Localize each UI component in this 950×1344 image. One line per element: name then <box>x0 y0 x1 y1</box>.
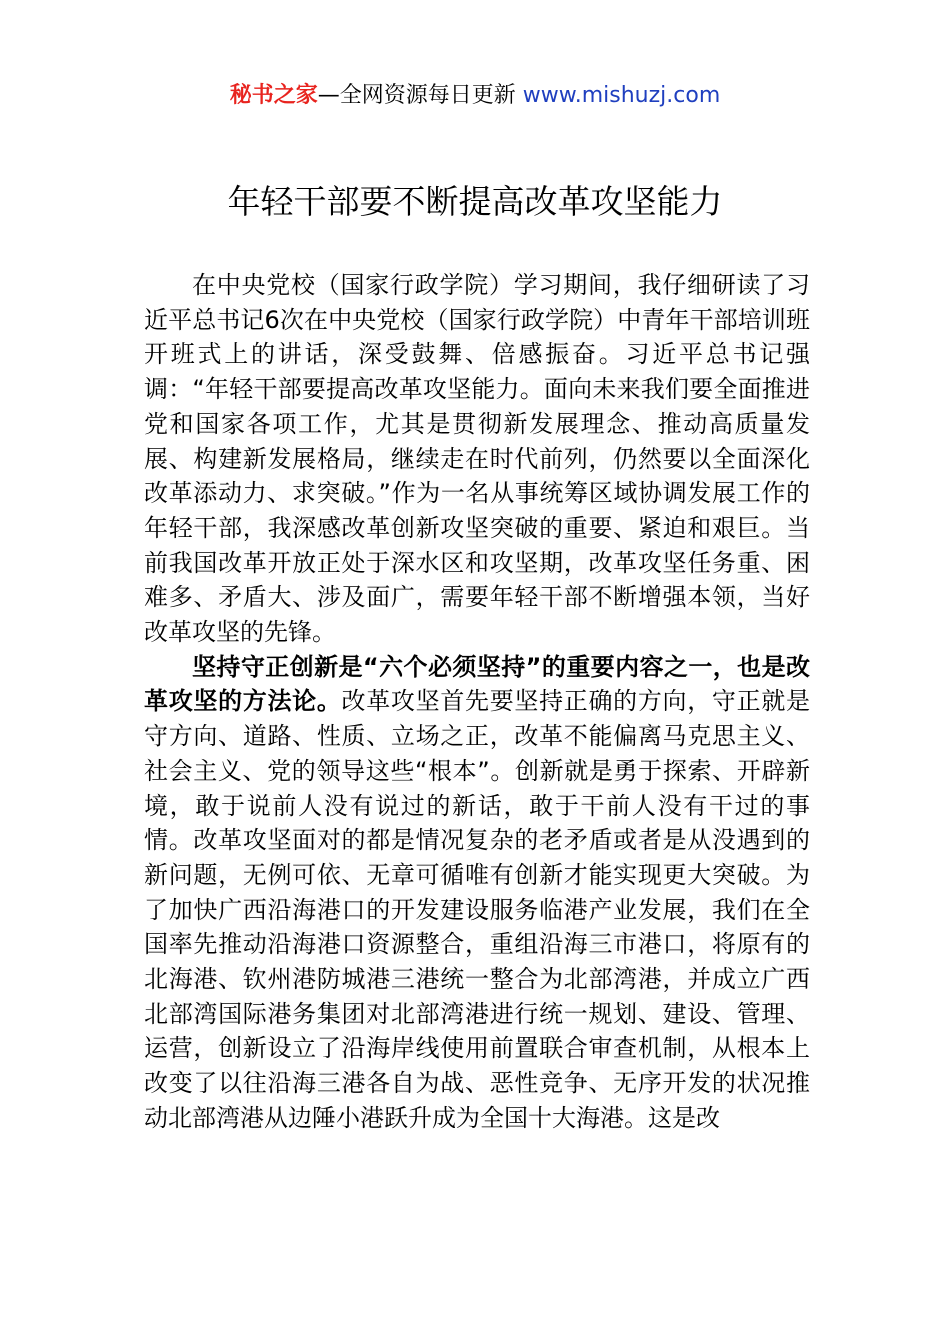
document-title: 年轻干部要不断提高改革攻坚能力 <box>227 182 723 221</box>
paragraph-2-lead: 坚持守正创新是“六个必须坚持”的重要内容之一，也是改革攻坚的方法论。 <box>144 652 810 716</box>
site-url-link[interactable]: www.mishuzj.com <box>522 83 721 108</box>
paragraph-1-text: 在中央党校（国家行政学院）学习期间，我仔细研读了习近平总书记6次在中央党校（国家行政学院）中青年干部培训班开班式上的讲话，深受鼓舞、倍感振奋。习近平总书记强调：“年轻干部要提高改革攻坚能力。面向未来我们要全面推进党和国家各项工作，尤其是贯彻新发展理念、推动高质量发展、构建新发展格局，继续走在时代前列，仍然要以全面深化改革添动力、求突破。”作为一名从事统筹区域协调发展工作的年轻干部，我深感改革创新攻坚突破的重要、紧迫和艰巨。当前我国改革开放正处于深水区和攻坚期，改革攻坚任务重、困难多、矛盾大、涉及面广，需要年轻干部不断增强本领，当好改革攻坚的先锋。 <box>144 271 810 647</box>
site-brand: 秘书之家 <box>229 83 318 108</box>
paragraph-2 <box>144 650 810 1136</box>
site-header <box>0 80 950 112</box>
document-body <box>144 268 810 1136</box>
paragraph-2-text: 改革攻坚首先要坚持正确的方向，守正就是守方向、道路、性质、立场之正，改革不能偏离马克思主义、社会主义、党的领导这些“根本”。创新就是勇于探索、开辟新境，敢于说前人没有说过的新话，敢于干前人没有干过的事情。改革攻坚面对的都是情况复杂的老矛盾或者是从没遇到的新问题，无例可依、无章可循唯有创新才能实现更大突破。为了加快广西沿海港口的开发建设服务临港产业发展，我们在全国率先推动沿海港口资源整合，重组沿海三市港口，将原有的北海港、钦州港防城港三港统一整合为北部湾港，并成立广西北部湾国际港务集团对北部湾港进行统一规划、建设、管理、运营，创新设立了沿海岸线使用前置联合审查机制，从根本上改变了以往沿海三港各自为战、恶性竞争、无序开发的状况推动北部湾港从边陲小港跃升成为全国十大海港。这是改 <box>144 687 811 1132</box>
paragraph-1 <box>144 268 810 650</box>
site-tagline: —全网资源每日更新 <box>317 83 516 108</box>
